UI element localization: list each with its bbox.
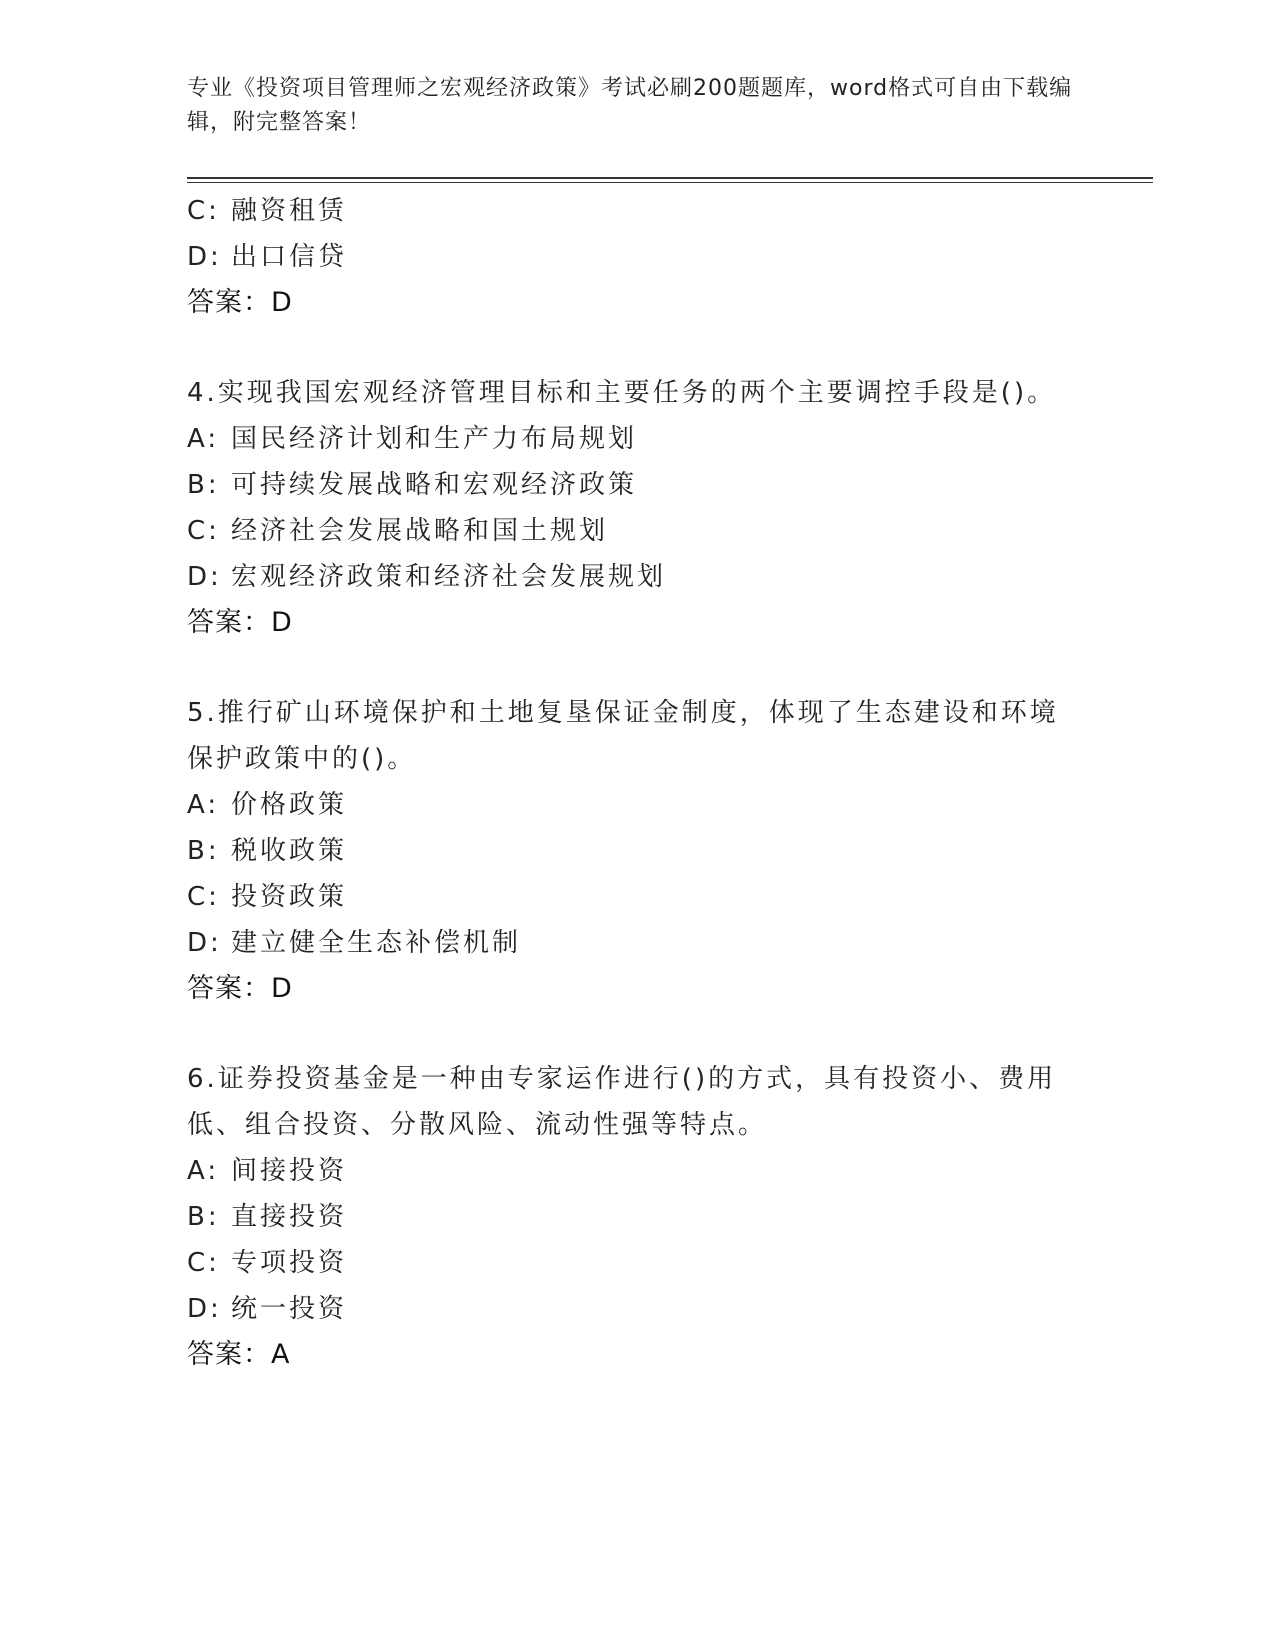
answer-line: 答案：D bbox=[187, 607, 293, 638]
answer-line: 答案：A bbox=[187, 1339, 291, 1370]
option-text: 出口信贷 bbox=[231, 242, 348, 272]
question-block bbox=[187, 1056, 1087, 1378]
option-text: 经济社会发展战略和国土规划 bbox=[231, 516, 609, 546]
option-text: 价格政策 bbox=[231, 790, 348, 820]
document-header bbox=[187, 72, 1087, 140]
question-stem: 6.证券投资基金是一种由专家运作进行()的方式，具有投资小、费用低、组合投资、分散风险、流动性强等特点。 bbox=[187, 1064, 1057, 1140]
question-stem: 4.实现我国宏观经济管理目标和主要任务的两个主要调控手段是()。 bbox=[187, 378, 1057, 408]
option-label: B: bbox=[187, 836, 220, 866]
header-title: 专业《投资项目管理师之宏观经济政策》考试必刷200题题库，word格式可自由下载编辑，附完整答案！ bbox=[187, 76, 1073, 135]
option-d bbox=[187, 234, 1087, 280]
option-label: D: bbox=[187, 1294, 222, 1324]
option-text: 直接投资 bbox=[231, 1202, 348, 1232]
option-d bbox=[187, 920, 1087, 966]
option-c bbox=[187, 508, 1087, 554]
option-a bbox=[187, 782, 1087, 828]
spacer bbox=[187, 326, 1087, 370]
option-text: 建立健全生态补偿机制 bbox=[231, 928, 522, 958]
option-text: 税收政策 bbox=[231, 836, 348, 866]
option-label: A: bbox=[187, 1156, 220, 1186]
option-label: D: bbox=[187, 242, 222, 272]
spacer bbox=[187, 646, 1087, 690]
question-block bbox=[187, 370, 1087, 646]
header-divider-thick bbox=[187, 177, 1153, 179]
option-b bbox=[187, 462, 1087, 508]
option-label: C: bbox=[187, 516, 220, 546]
option-a bbox=[187, 1148, 1087, 1194]
spacer bbox=[187, 1012, 1087, 1056]
option-label: B: bbox=[187, 1202, 220, 1232]
option-b bbox=[187, 828, 1087, 874]
question-list bbox=[187, 188, 1087, 1378]
option-text: 专项投资 bbox=[231, 1248, 348, 1278]
answer-line: 答案：D bbox=[187, 287, 293, 318]
answer-line: 答案：D bbox=[187, 973, 293, 1004]
question-block bbox=[187, 188, 1087, 326]
option-label: C: bbox=[187, 882, 220, 912]
option-text: 可持续发展战略和宏观经济政策 bbox=[231, 470, 638, 500]
option-label: A: bbox=[187, 424, 220, 454]
option-label: C: bbox=[187, 1248, 220, 1278]
question-block bbox=[187, 690, 1087, 1012]
option-text: 国民经济计划和生产力布局规划 bbox=[231, 424, 638, 454]
option-c bbox=[187, 188, 1087, 234]
option-text: 间接投资 bbox=[231, 1156, 348, 1186]
option-label: C: bbox=[187, 196, 220, 226]
option-label: B: bbox=[187, 470, 220, 500]
option-b bbox=[187, 1194, 1087, 1240]
option-text: 融资租赁 bbox=[231, 196, 348, 226]
option-label: A: bbox=[187, 790, 220, 820]
option-text: 宏观经济政策和经济社会发展规划 bbox=[231, 562, 667, 592]
option-d bbox=[187, 554, 1087, 600]
option-label: D: bbox=[187, 928, 222, 958]
option-label: D: bbox=[187, 562, 222, 592]
option-a bbox=[187, 416, 1087, 462]
option-c bbox=[187, 1240, 1087, 1286]
option-d bbox=[187, 1286, 1087, 1332]
option-text: 统一投资 bbox=[231, 1294, 348, 1324]
header-divider-thin bbox=[187, 182, 1153, 183]
option-text: 投资政策 bbox=[231, 882, 348, 912]
option-c bbox=[187, 874, 1087, 920]
question-stem: 5.推行矿山环境保护和土地复垦保证金制度，体现了生态建设和环境保护政策中的()。 bbox=[187, 698, 1059, 774]
